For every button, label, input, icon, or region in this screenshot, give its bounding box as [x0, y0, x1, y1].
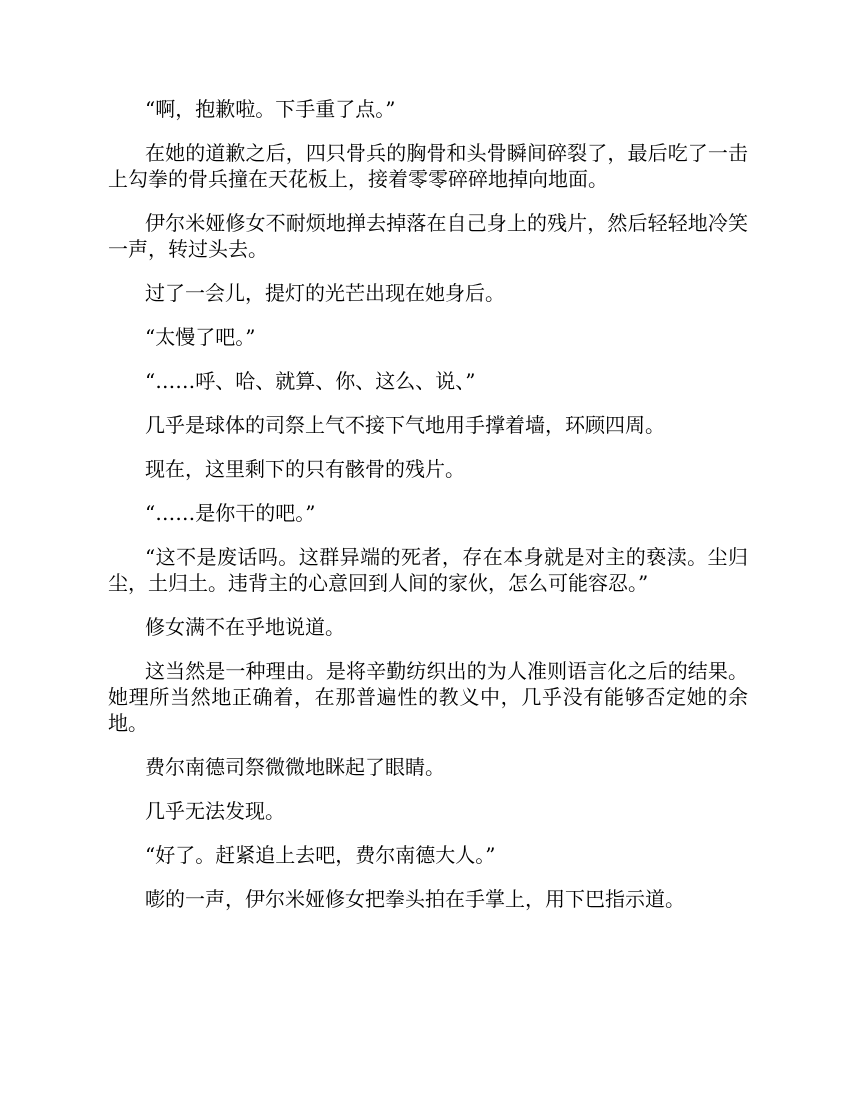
paragraph: “太慢了吧。” [145, 325, 256, 349]
paragraph: 在她的道歉之后，四只骨兵的胸骨和头骨瞬间碎裂了，最后吃了一击上勾拳的骨兵撞在天花板上，接着零零碎碎地掉向地面。 [108, 141, 748, 191]
paragraph: 几乎无法发现。 [145, 799, 285, 823]
paragraph: 嘭的一声，伊尔米娅修女把拳头拍在手掌上，用下巴指示道。 [145, 887, 685, 911]
paragraph: 过了一会儿，提灯的光芒出现在她身后。 [145, 281, 505, 305]
paragraph: “好了。赶紧追上去吧，费尔南德大人。” [145, 843, 496, 867]
paragraph: 这当然是一种理由。是将辛勤纺织出的为人准则语言化之后的结果。她理所当然地正确着，在那普遍性的教义中，几乎没有能够否定她的余地。 [108, 659, 748, 735]
document-page [108, 96, 748, 930]
paragraph: 修女满不在乎地说道。 [145, 615, 345, 639]
paragraph: 几乎是球体的司祭上气不接下气地用手撑着墙，环顾四周。 [145, 413, 665, 437]
paragraph: “……是你干的吧。” [145, 501, 316, 525]
paragraph: 费尔南德司祭微微地眯起了眼睛。 [145, 755, 445, 779]
paragraph: 现在，这里剩下的只有骸骨的残片。 [145, 457, 465, 481]
paragraph: “这不是废话吗。这群异端的死者，存在本身就是对主的亵渎。尘归尘，土归土。违背主的心意回到人间的家伙，怎么可能容忍。” [108, 545, 748, 595]
paragraph: 伊尔米娅修女不耐烦地掸去掉落在自己身上的残片，然后轻轻地冷笑一声，转过头去。 [108, 211, 748, 261]
paragraph: “啊，抱歉啦。下手重了点。” [145, 97, 396, 121]
paragraph: “……呼、哈、就算、你、这么、说、” [145, 369, 476, 393]
